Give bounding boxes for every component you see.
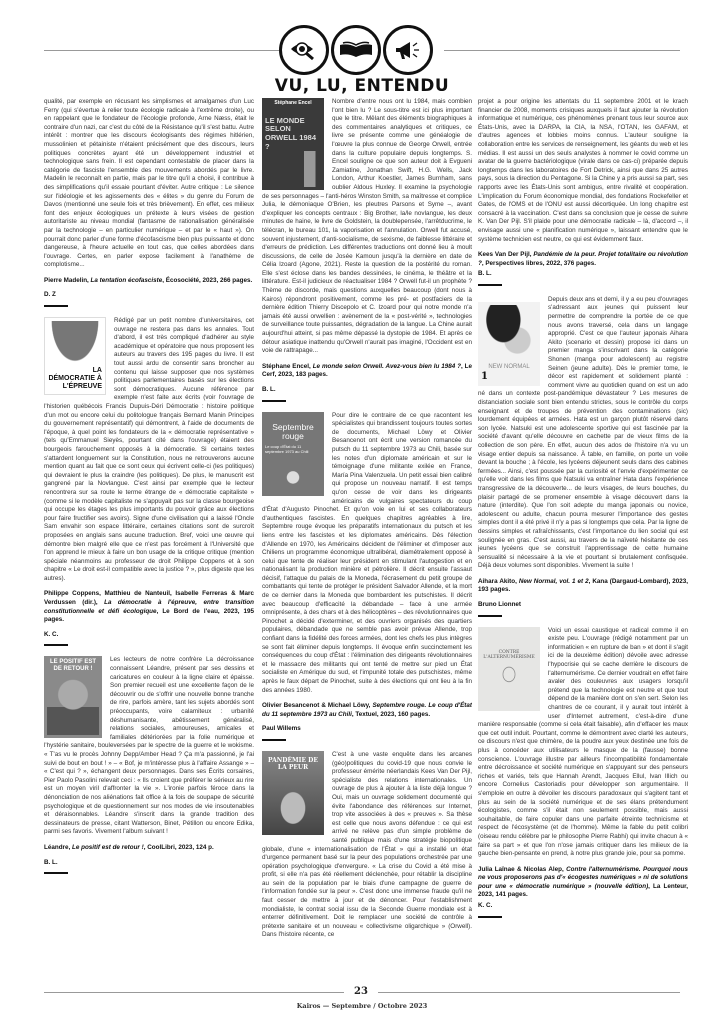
cover-art (265, 772, 321, 832)
section-title: VU, LU, ENTENDU (274, 76, 450, 96)
review-reference (478, 578, 688, 595)
review-reference (44, 844, 254, 853)
column-3 (478, 98, 688, 982)
ref-publisher: , Le Bord de l'eau, 2023, 195 pages. (44, 607, 254, 624)
review-reference (44, 590, 254, 624)
signature-divider (44, 305, 68, 307)
footer-rule-left (44, 992, 344, 993)
ref-author: Olivier Besancenot & Michael Löwy, (262, 702, 373, 710)
ref-title: La tentation écofasciste (90, 276, 163, 284)
signature-divider (478, 284, 502, 286)
header-rule-right (444, 50, 680, 51)
book-cover-alternumerisme (478, 627, 540, 711)
review-text: Nombre d'entre nous ont lu 1984, mais combien l'ont bien lu ? Le sous-titre est ici plus important que le titre. Mêlant des éléments biographiques à des commentaires analytiques et critiques, ce livre se présente comme une généalogie de l'œuvre la plus connue de George Orwell, entrée dans la culture populaire depuis longtemps. S. Encel souligne ce que son auteur doit à Evgueni Zamiatine, Jonathan Swift, H.G. Wells, Jack London, Arthur Koestler, James Burnham, sans oublier Aldous Huxley. Il examine la psychologie de ses personnages – l'anti-héros Winston Smith, sa maîtresse et complice Julia, le démoniaque O'Brien, les pleutres Parsons et Syme –, avant d'expliquer les concepts centraux : Big Brother, la/le novlangue, les deux minutes de haine, le livre de Goldstein, la doublepensée, l'arrêtducrime, le télécran, le bureau 101, la vaporisation et l'annulation. Orwell fut accusé, souvent injustement, d'anti-socialisme, de sexisme, de faiblesse littéraire et d'erreurs de prédiction. Les différentes traductions ont donné lieu à moult discussions, de celle de Josée Kamoun jusqu'à la dernière en date de Célia Izoard (Agone, 2021). Reste la question de la postérité du roman. Elle s'est éclose dans les bandes dessinées, le cinéma, le théâtre et la littérature. Est-il judicieux de réactualiser 1984 ? Orwell fut-il un prophète ? Thème de discorde, mais questions auxquelles beaucoup (dont nous à Kairos) répondront positivement, comme les pré- et postfaciers de la dernière édition Thierry Discepolo et C. Izoard pour qui notre monde n'a jamais été aussi orwellien : avènement de la « post-vérité », technologies de surveillance toute puissantes, dégradation de la langue. La Chine aurait aujourd'hui atteint, si pas même dépassé la dystopie de 1984. Et après ce détour asiatique inattendu qu'Orwell n'aurait pas imaginé, l'Occident est en voie de rattrapage... (262, 98, 472, 355)
ref-title: La démocratie à l'épreuve, entre transition constitutionnelle et défi écologique (44, 599, 254, 615)
column-2 (262, 98, 472, 982)
signature-divider (262, 400, 286, 402)
ref-publisher: , Écosociété, 2023, 266 pages. (162, 276, 253, 284)
cover-art (481, 660, 537, 708)
review-text: projet a pour origine les attentats du 11 septembre 2001 et le krach financier de 2008, moments crisiques auxquels il faut ajouter la révolution informatique et numérique, ces phénomènes prenant tous leur source aux États-Unis, avec la DARPA, la CIA, la NSA, l'OTAN, les GAFAM, et d'autres agences et lobbies moins connus. L'auteur souligne la collaboration entre les services de renseignement, les géants du web et les médias. Il est aussi un des seuls analystes à nommer le covid comme un avatar de la guerre bactériologique (virale dans ce cas-ci) préparée depuis longtemps dans les laboratoires de Fort Detrick, ainsi que dans 25 autres pays, sous la direction du Pentagone. Si la Chine y a pris aussi sa part, ses rapports avec les États-Unis sont ambigus, entre rivalité et coopération. L'implication du Forum économique mondial, des fondations Rockefeller et Gates, de l'OMS et de l'ONU est aussi décortiquée. Un long chapitre est consacré à la vaccination. C'est dans sa conclusion que je cesse de suivre K. Van Der Pijl. S'il plaide pour une démocratie radicale – là, d'accord –, il envisage aussi une « planification numérique », laissant entendre que le système technicien est neutre, ce qui est évidemment faux. (478, 98, 688, 243)
review-reference (44, 277, 254, 286)
column-1 (44, 98, 254, 982)
footer-rule-right (378, 992, 680, 993)
cover-art (265, 151, 321, 187)
book-cover-democratie (44, 317, 106, 395)
ref-title: Le monde selon Orwell. Avez-vous bien lu 1984 ? (312, 362, 461, 370)
book-cover-new-normal (478, 302, 540, 386)
review-signature: Paul Willems (262, 725, 301, 733)
ref-publisher: , Kana (Dargaud-Lombard), 2023, 193 pages. (478, 577, 688, 594)
cover-title: Septembre rouge (272, 421, 314, 442)
ref-author: Kees Van Der Pijl, (478, 251, 534, 259)
review-text: qualité, par exemple en récusant les simplismes et amalgames d'un Luc Ferry (qui s'évertue à relier toute écologie radicale à l'extrême droite), ou en rappelant que le fondateur de l'écologie profonde, Arne Næss, était le contraire d'un nazi, car c'est du côté de la Résistance qu'il s'est battu. Autre intérêt : montrer que les discours écologisants des régimes hitlérien, mussolinien et pétainiste n'étaient précisément que des discours, leurs politiques concrètes ayant été un développement industriel et technologique sans frein. Il est cependant contestable de placer dans la catégorie de fasciste l'ensemble des mouvements abordés par le livre. Madelin le reconnaît en partie, mais par le titre qu'il a choisi, il contribue à des simplifications qu'il essaie pourtant d'éviter. Autre critique : Le silence sur l'idéologie et les agissements des « élites » du genre du Forum de Davos (mentionné une seule fois et très brièvement). En effet, ces milieux font des enjeux écologiques un prétexte à leurs visées de gestion autoritariste au niveau mondial (fantasme de rationalisation généralisée par la technologie – en particulier numérique – et par le « haut »). On pourrait donc parler d'une forme d'écofascisme bien plus puissante et donc dangereuse, à l'heure actuelle en tout cas, que celles abordées dans l'ouvrage. Certes, en parler expose facilement à l'anathème de complotisme... (44, 98, 254, 269)
ref-author: Pierre Madelin, (44, 276, 91, 284)
cover-title: PANDÉMIE DE LA PEUR (268, 756, 318, 771)
review-signature: D. Z (44, 291, 56, 299)
cover-volume: 1 (481, 371, 488, 383)
book-cover-orwell (262, 98, 324, 190)
review-text: Pour dire le contraire de ce que racontent les spécialistes qui brandissent toujours toutes sortes de documents, Michael Löwy et Olivier Besancenot ont écrit une version romancée du putsch du 11 septembre 1973 au Chili, basée sur les notes d'un diplomate américain et sur le témoignage d'une militante exilée en France, María Pina Valenzuela. Un petit essai bien calibré qui propose un nouveau narratif. Il est temps qu'on cesse de voir dans les dirigeants américains de vulgaires spectateurs du coup d'État d'Augusto Pinochet. Et qu'on voie en lui et ses collaborateurs d'authentiques fascistes. En quelques chapitres agréables à lire, Septembre rouge évoque les préparatifs internationaux du putsch et les liens entre les fascistes et les diplomates américains. Dès l'élection d'Allende en 1970, les Américains décident de l'éliminer et d'imposer aux Chiliens un programme économique ultralibéral, diamétralement opposé à celui que tente de réaliser leur président en stimulant l'autogestion et en nationalisant la production minière et pétrolière. Il décrit ensuite l'assaut décisif, l'attaque du palais de la Moneda, l'écrasement du petit groupe de combattants qui tente de protéger le président Salvador Allende, et la mort de ce dernier dans la Moneda que bombardent les putschistes. Il décrit avec beaucoup d'efficacité la débandade – face à une armée omniprésente, à des chars et à des hélicoptères – des révolutionnaires que Pinochet a décidé d'exterminer, et des ouvriers organisés des quartiers populaires, débandade que ne semble pas avoir prévue Allende, trop confiant dans la fidélité des forces armées, dont les chefs les plus intègres se sont fait éliminer depuis longtemps. Il évoque enfin succinctement les conséquences du coup d'État : l'élimination des dirigeants révolutionnaires et le massacre des militants qui ont tenté de mettre sur pied un État socialiste en Amérique du sud, et l'impunité totale des putschistes, même après le faux départ de Pinochet, suite à des élections qui ont lieu à la fin des années 1980. (262, 411, 472, 694)
review-reference (262, 702, 472, 719)
ref-title: New Normal, vol. 1 et 2 (518, 577, 589, 585)
review-signature: Bruno Lionnet (478, 601, 522, 609)
ref-title: Contre l'alternumérisme. Pourquoi nous ne vous proposerons pas d'« écogestes numériques » ni de solutions pour une « démocratie numérique » (nouvelle édition) (478, 865, 688, 890)
review-signature: B. L. (478, 270, 492, 278)
ref-author: Stéphane Encel, (262, 362, 313, 370)
cover-art (265, 454, 321, 492)
ref-author: Léandre, (44, 843, 72, 851)
ref-publisher: , Textuel, 2023, 160 pages. (351, 710, 431, 718)
signature-divider (478, 916, 502, 918)
book-cover-septembre-rouge (262, 412, 324, 496)
ref-publisher: , Perspectives libres, 2022, 376 pages. (481, 259, 596, 267)
review-text: Les lecteurs de notre confrère La décroissance connaissent Léandre, présent par ses dessins et caricatures en couleur à la ligne claire et épaisse. Son premier recueil est une excellente façon de le découvrir ou de s'offrir une nouvelle bonne tranche de rire, parfois amère, tant les sujets abordés sont préoccupants, voire calamiteux : urbanité déshumanisante, abêtissement généralisé, relations sociales, amoureuses, amicales et familiales détériorées par la folie numérique et l'hystérie sanitaire, bouleversées par le spectre de la guerre et le wokisme. « T'as vu le procès Johnny Depp/Amber Head ? Ça m'a passionné, je l'ai suivi de bout en bout ! » – « Bof, je m'intéresse plus à l'affaire Assange » – « C'est qui ? », échangent deux personnages. Dans ses Écrits corsaires, Pier Paolo Pasolini relevait ceci : « Ils croient que préférer le sérieux au rire est un moyen viril d'affronter la vie ». L'ironie parfois féroce dans la dénonciation de nos aliénations fait office à la fois de soupape de sécurité psychologique et de questionnement sur nos modes de vie insoutenables et déraisonnables. Léandre s'inscrit dans la grande tradition des dessinateurs de presse, citant Watterson, Binet, Pétillon ou encore Edika, parmi ses favoris. Vivement l'album suivant ! (44, 656, 254, 836)
cover-author: Stéphane Encel (274, 100, 312, 106)
signature-divider (478, 615, 502, 617)
review-signature: B. L. (262, 386, 276, 393)
signature-divider (262, 739, 286, 741)
review-reference (478, 251, 688, 268)
eye-magnifier-icon (279, 25, 329, 75)
header-rule-left (44, 50, 279, 51)
review-text: Depuis deux ans et demi, il y a eu peu d'ouvrages s'adressant aux jeunes qui puissent leur permettre de comprendre la portée de ce que nous avons traversé, cela dans un langage approprié. C'est ce que l'auteur japonais Aihara Akito (scenario et dessin) propose ici dans un premier manga s'inscrivant dans la catégorie Shonen (manga pour adolescent) au registre Seinen (jeune adulte). Dès le premier tome, le décor est rapidement et solidement planté : comment vivre au quotidien quand on est un ado né dans un contexte post-pandémique dévastateur ? Les mesures de distanciation sociale sont bien entendu strictes, sous le contrôle du corps enseignant et de troupes de prévention des contaminations (sic) lourdement équipées et armées. Hata est un garçon plutôt réservé dans son lycée. Natsuki est une adolescente sportive qui est fascinée par la société d'avant qu'elle découvre en cachette par de vieux films de la collection de son père. En effet, aucun des ados de l'histoire n'a vu un visage entier depuis sa naissance. À table, en famille, on porte un voile devant la bouche ; à l'école, les lycéens déjeunent seuls dans des cabines fermées... Ainsi, c'est poussée par la curiosité et l'envie d'expérimenter ce qu'elle voit dans les films que Natsuki va entraîner Hata dans l'expérience transgressive de la découverte... de leurs visages, de leurs bouches, du plaisir partagé de se promener ensemble à visage découvert dans la nature (interdite). Que l'on soit adepte du manga japonais ou novice, adolescent ou adulte, chacun pourra mesurer l'importance des gestes simples dont il a été privé il n'y a pas si longtemps que cela. Par la ligne de dessins simples et rafraîchissants, c'est l'importance du lien social qui est soulignée en gras. C'est aussi, au travers de la naïveté hésitante de ces jeunes lycéens que se construit l'apprentissage de cette humaine sensualité si nécessaire à la vie et pourtant si brutalement confisquée. Déjà deux volumes sont disponibles. Vivement la suite ! (478, 295, 688, 570)
review-signature: K. C. (44, 630, 59, 638)
cover-title: NEW NORMAL (488, 364, 530, 371)
cover-title: LA DÉMOCRATIE À L'ÉPREUVE (48, 366, 102, 391)
cover-art (481, 305, 537, 365)
ref-title: Le positif est de retour ! (72, 843, 144, 851)
signature-divider (44, 644, 68, 646)
section-icons (279, 25, 444, 75)
review-text: C'est à une vaste enquête dans les arcanes (géo)politiques du covid-19 que nous convie le professeur émérite néerlandais Kees Van Der Pijl, spécialiste des relations internationales. Un ouvrage de plus à ajouter à la liste déjà longue ? Oui, mais un ouvrage solidement documenté qui évite l'abondance des références sur Internet, trop vite associées à des « preuves ». Sa thèse est celle que nous avons défendue : ce qui est arrivé ne relève pas d'un simple problème de santé publique mais d'une stratégie biopolitique globale, d'une « internationalisation de l'État » qui a installé un état d'urgence permanent basé sur la peur des populations orchestrée par une opération psychologique d'envergure. « La crise du Covid a été mise à profit, si elle n'a pas été réellement déclenchée, pour rétablir la discipline au sein de la population par le biais d'une campagne de guerre de l'information fondée sur la peur ». C'est donc une immense fraude qu'il ne faut cesser de mettre à jour et de dénoncer. Pour l'establishment mondialiste, le contrat social issu de la Seconde Guerre mondiale est à enterrer définitivement. Doit le remplacer une société de contrôle à prétexte sanitaire et un nouveau « collectivisme oligarchique » (Orwell). Dans l'histoire récente, ce (262, 750, 472, 939)
review-reference (262, 363, 472, 380)
publication-footer: Kairos — Septembre / Octobre 2023 (296, 1002, 428, 1010)
book-cover-pandemie (262, 751, 324, 835)
ref-author: Julia Laïnae & Nicolas Alep, (478, 865, 567, 873)
review-signature: B. L. (44, 858, 58, 866)
ref-author: Philippe Coppens, Matthieu de Nanteuil, Isabelle Ferreras & Marc Verdussen (dir.), (44, 590, 254, 607)
signature-divider (44, 872, 68, 874)
ref-publisher: , Le Cerf, 2023, 183 pages. (262, 362, 472, 379)
review-reference (478, 866, 688, 900)
ref-author: Aihara Akito, (478, 577, 519, 585)
cover-art (47, 673, 99, 735)
megaphone-icon (383, 25, 433, 75)
ref-publisher: , CoolLibri, 2023, 124 p. (143, 843, 214, 851)
ref-title: Septembre rouge. Le coup d'État du 11 septembre 1973 au Chili (262, 702, 472, 718)
review-text: Voici un essai caustique et radical comme il en existe peu. L'ouvrage (rédigé notamment par un informaticien « en rupture de ban » et dont il s'agit ici de la deuxième édition) dévoile avec adresse l'hypocrisie qui se cache derrière le discours de l'alternumérisme. Ce dernier voudrait en effet faire avaler des couleuvres aux usagers lorsqu'il prétend que la technologie est neutre et que tout dépend de la manière dont on s'en sert. Selon les chantres de ce courant, il y aurait tout intérêt à user d'Internet autrement, c'est-à-dire d'une manière responsable (comme si cela était faisable), afin d'effacer les maux que cet outil induit. Pourtant, comme le démontrent avec clarté les auteurs, ce discours n'est que chimère, de la poudre aux yeux destinée une fois de plus à concéder aux utilisateurs le masque de la (fausse) bonne conscience. L'ouvrage illustre par ailleurs l'incompatibilité fondamentale entre décroissance et société numérique en s'appuyant sur des penseurs riches et variés, tels que Hannah Arendt, Jacques Ellul, Ivan Illich ou encore Cornelius Castoriadis pour développer son argumentaire. Il s'emploie en outre à dévoiler les discours paradoxaux qui s'agitent tant et plus au sein de la société numérique et de ses élans prétendument écologistes, comme s'il était non seulement possible, mais aussi souhaitable, de faire copuler dans une parfaite étreinte technicisme et respect de l'écosystème (et de l'homme). Même la fable du petit colibri (oiseau rendu célèbre par le philosophe Pierre Rabhi) qui invite chacun à « faire sa part » et que l'on n'ose jamais critiquer dans les milieux de la gauche bien-pensante en prend, à notre plus grande joie, pour sa pomme. (478, 626, 688, 858)
page-number: 23 (354, 986, 368, 997)
ref-publisher: , La Lenteur, 2023, 141 pages. (478, 882, 688, 899)
book-cover-positif (44, 656, 102, 738)
review-text: Rédigé par un petit nombre d'universitaires, cet ouvrage ne restera pas dans les annales. Tout d'abord, il est très compliqué d'adhérer au style académique et opératoire que nous proposent les auteurs au travers des 195 pages du livre. Il est tout aussi ardu de consentir sans broncher au contenu qui laisse supposer que nos systèmes politiques parlementaires basés sur les élections sont démocratiques. Aucune référence par exemple n'est faite aux écrits (voir l'ouvrage de l'historien québécois Francis Dupuis-Déri Démocratie : histoire politique d'un mot ou encore celui du politologue français Bernard Manin Principes du gouvernement représentatif) qui démontrent, à l'aide de documents de l'époque, à quel point les fondateurs de la « démocratie représentative » (tels qu'Emmanuel Sieyès, pourtant cité dans l'ouvrage) étaient des bourgeois farouchement opposés à la démocratie. Si certains textes s'attardent longuement sur la Constitution, nous ne retrouverons aucune mention quant au fait que ce sont ceux qui écrivent celle-ci (les politiques) qui devraient le plus la craindre (les politiques). De plus, le manuscrit est gangrené par la Novlangue. C'est ainsi par exemple que le lecteur rencontrera sur sa route le terme étrange de « démocratie capitaliste » (comme si le modèle capitaliste ne s'appuyait pas sur la classe bourgeoise qui occupe les étages les plus importants du pouvoir grâce aux élections pour faire fructifier ses avoirs). Signe d'une civilisation qui a laissé l'Oncle Sam envahir son espace littéraire, certaines citations sont de surcroît proposées en anglais sans aucune traduction. Bref, voici une œuvre qui démontre bien malgré elle que ce n'est pas forcément à l'Université que l'on apprend le mieux à faire un bon usage de la critique critique (mention spéciale néanmoins au professeur de droit Philippe Coppens et à son chapitre « Le droit est-il compatible avec la justice ? », plus digeste que les autres). (44, 317, 254, 582)
cover-title: LE MONDE SELON ORWELL 1984 ? (265, 115, 316, 151)
cover-title: CONTRE L'ALTERNUMÉRISME (483, 649, 535, 660)
ref-title: Pandémie de la peur. Projet totalitaire ou révolution ? (478, 251, 688, 267)
open-book-icon (331, 25, 381, 75)
cover-title: LE POSITIF EST DE RETOUR ! (49, 659, 96, 673)
cover-subtitle: Le coup d'État du 11 septembre 1973 au Chili (265, 444, 309, 454)
review-signature: K. C. (478, 902, 493, 910)
cover-art (48, 321, 102, 367)
